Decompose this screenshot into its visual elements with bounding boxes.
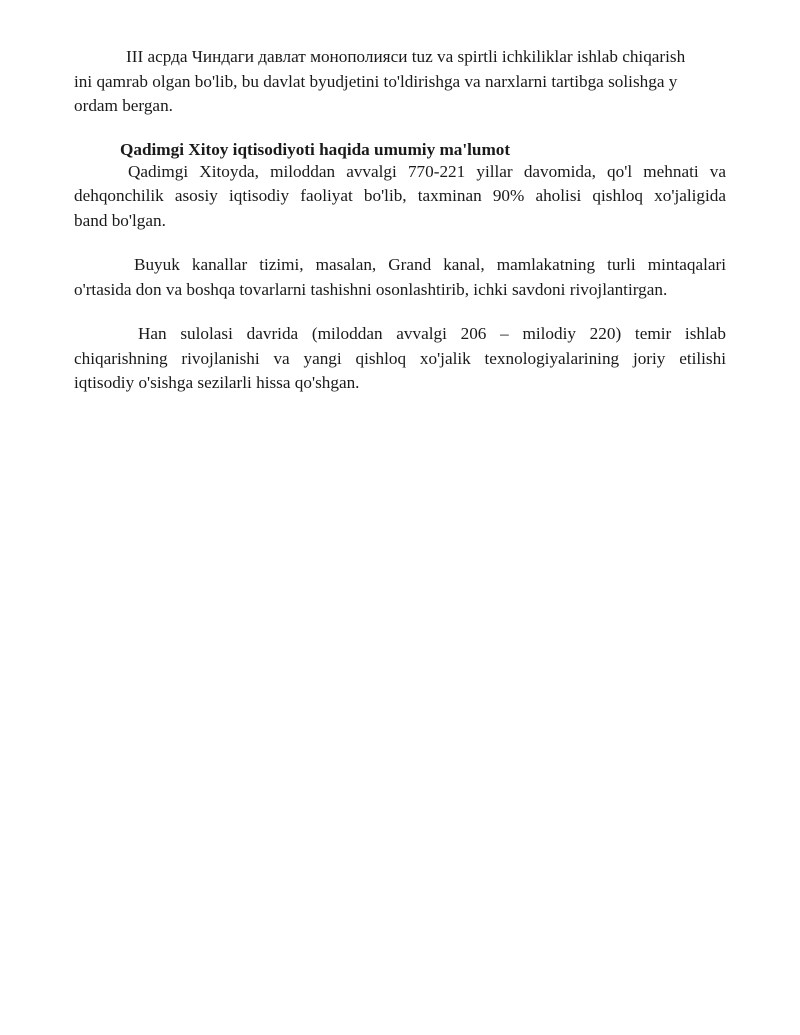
text-line: Buyuk kanallar tizimi, masalan, Grand kanal, mamlakatning turli mintaqalari: [134, 255, 726, 274]
text-line: chiqarishning rivojlanishi va yangi qishloq xo'jalik texnologiyalarining joriy etilishi: [74, 348, 726, 368]
text-line: dehqonchilik asosiy iqtisodiy faoliyat bo'lib, taxminan 90% aholisi qishloq xo'jaligida: [74, 186, 726, 205]
paragraph-state-monopoly: [74, 45, 726, 119]
text-line: iqtisodiy o'sishga sezilarli hissa qo'shgan.: [74, 373, 360, 392]
document-page: [74, 45, 726, 396]
text-line: ini qamrab olgan bo'lib, bu davlat byudjetini to'ldirishga va narxlarni tartibga solishga y: [74, 71, 678, 91]
text-line: ordam bergan.: [74, 96, 173, 115]
text-line: Qadimgi Xitoyda, miloddan avvalgi 770-221 yillar davomida, qo'l mehnati va: [128, 161, 726, 181]
text-line: o'rtasida don va boshqa tovarlarni tashishni osonlashtirib, ichki savdoni rivojlantirgan.: [74, 279, 668, 299]
paragraph-han-dynasty: [74, 322, 726, 396]
text-line: band bo'lgan.: [74, 210, 166, 230]
paragraph-grand-canal: [74, 253, 726, 302]
paragraph-agriculture: [74, 160, 726, 234]
section-heading: Qadimgi Xitoy iqtisodiyoti haqida umumiy ma'lumot: [120, 139, 511, 159]
text-line: Han sulolasi davrida (miloddan avvalgi 206 – milodiy 220) temir ishlab: [138, 324, 726, 343]
text-line: III асрда Чиндаги давлат монополияси tuz va spirtli ichkiliklar ishlab chiqarish: [126, 47, 686, 66]
